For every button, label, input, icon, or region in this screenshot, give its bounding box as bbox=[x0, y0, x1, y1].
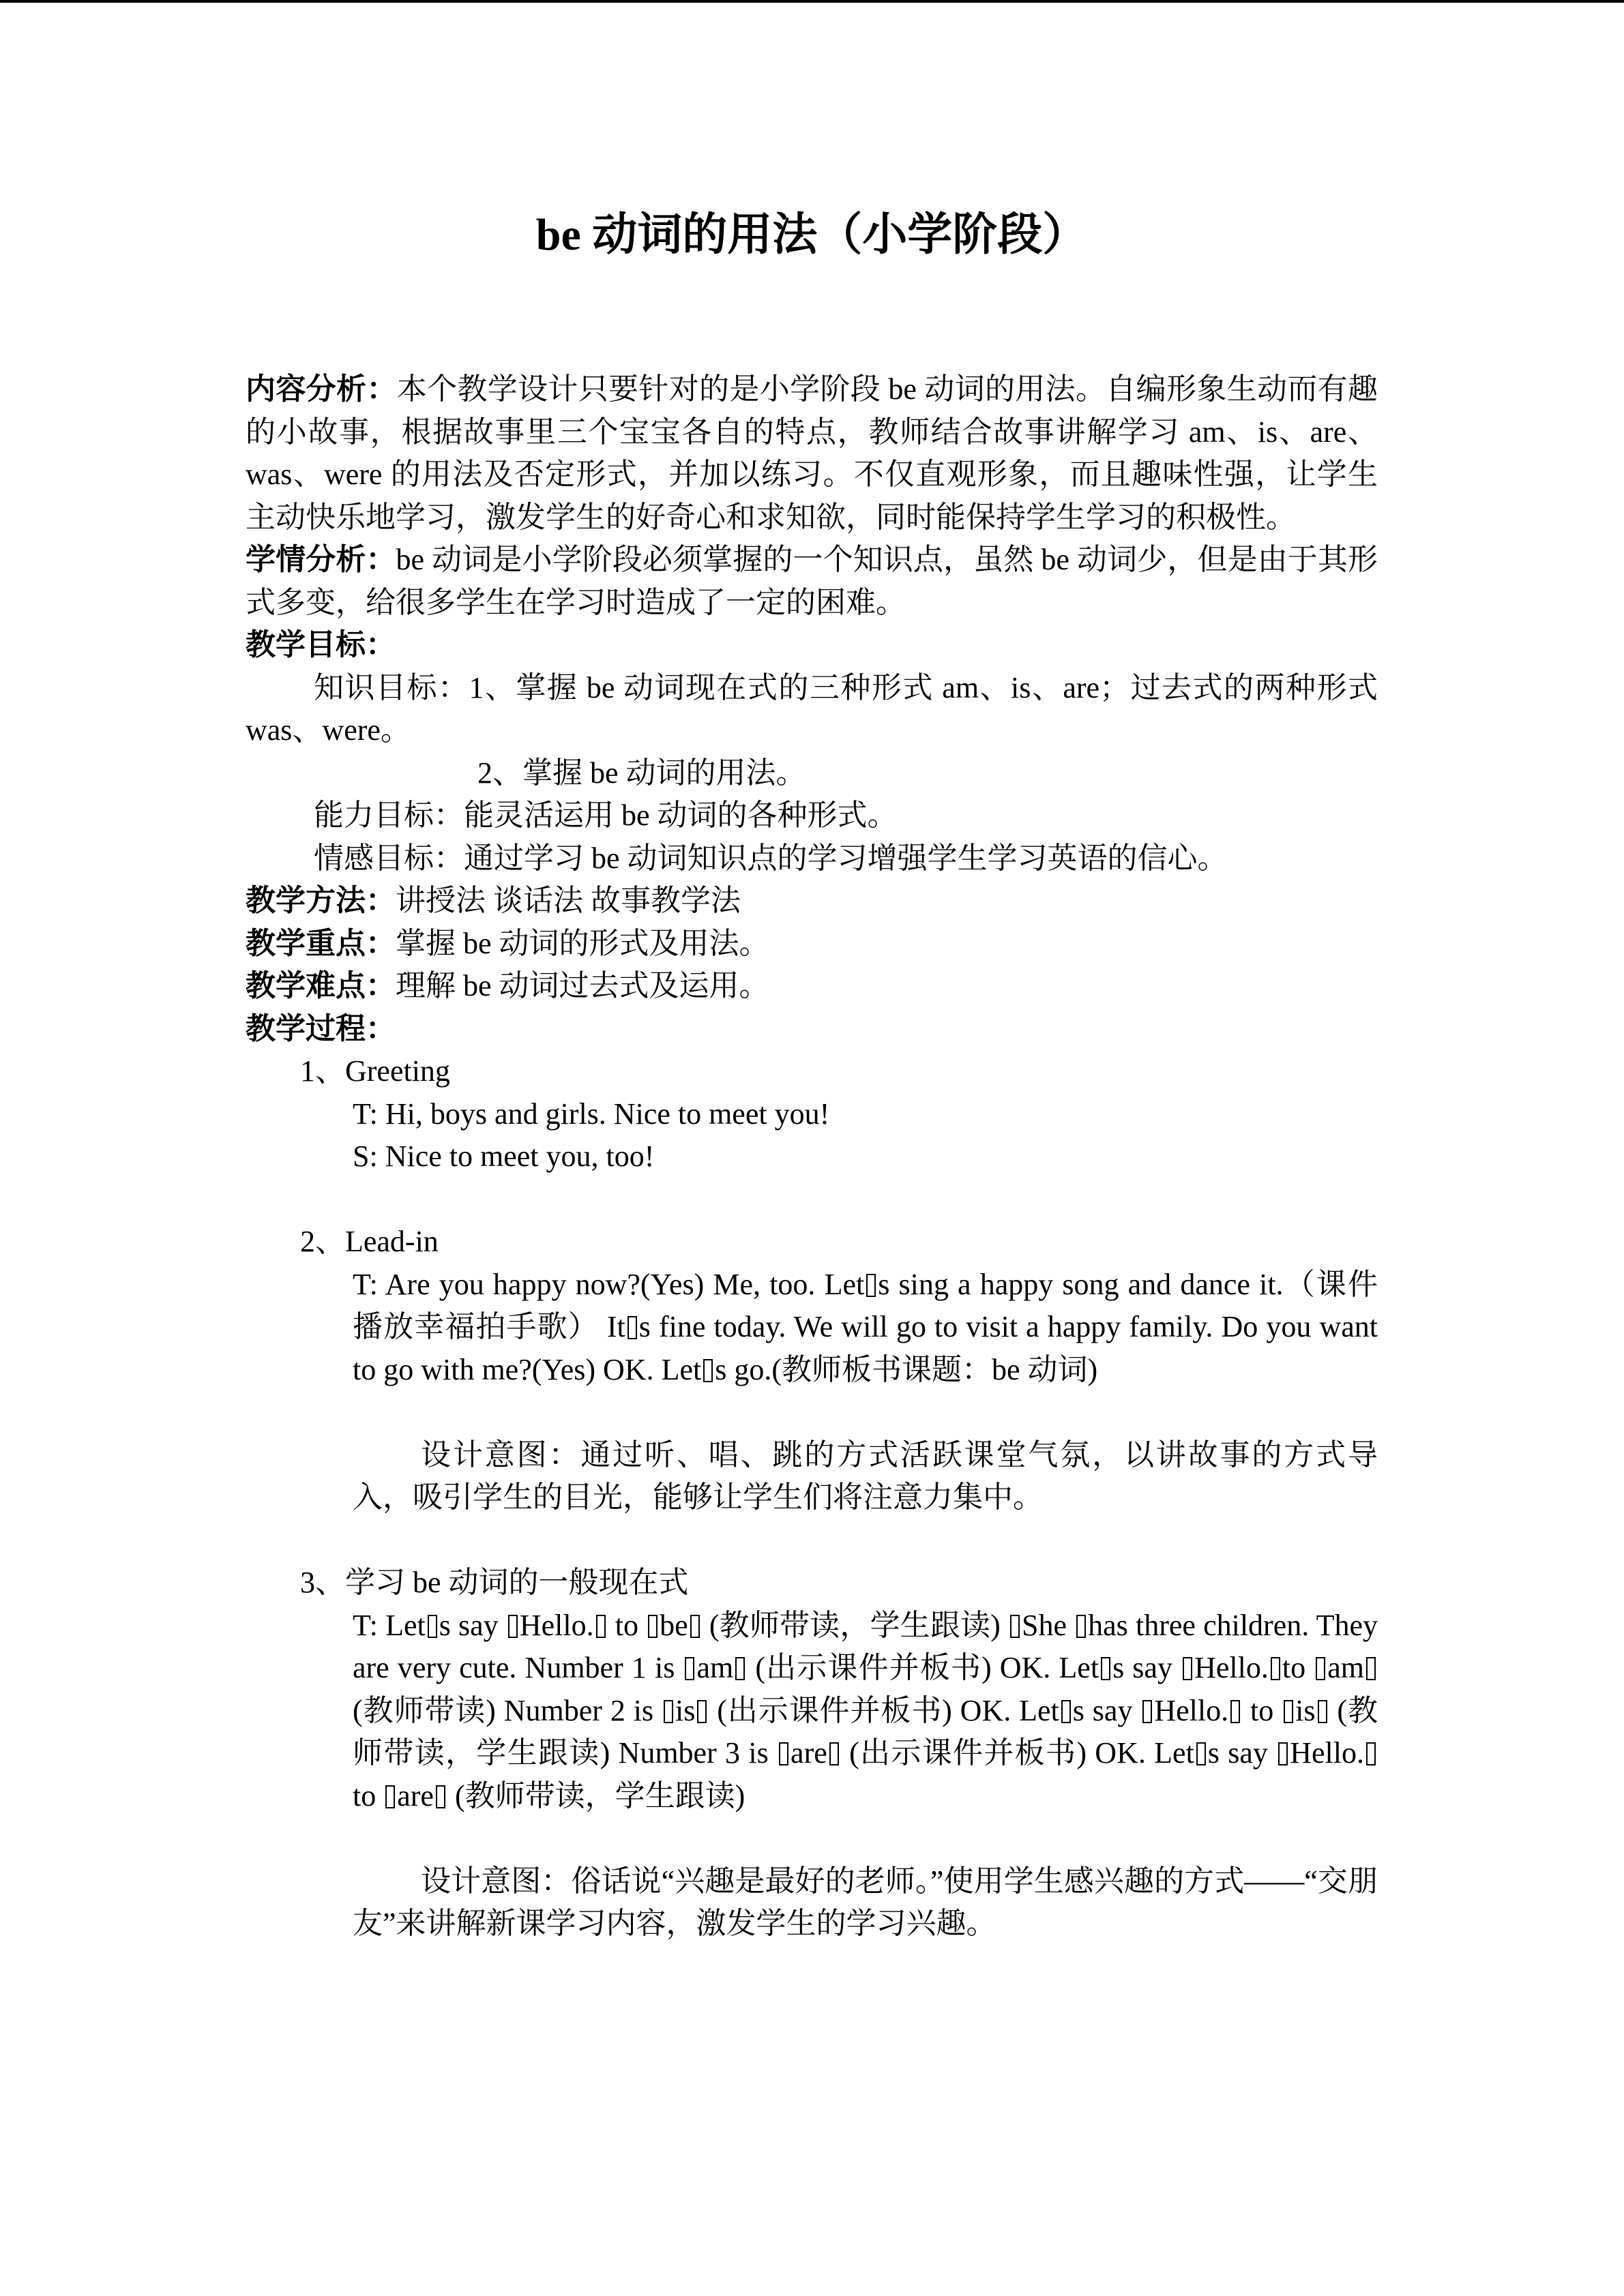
missing-glyph-box bbox=[1278, 1742, 1288, 1765]
document-title: be 动词的用法（小学阶段） bbox=[535, 210, 1088, 260]
spacer bbox=[246, 1178, 1378, 1221]
spacer bbox=[246, 1391, 1378, 1434]
text-run: Hello. bbox=[1290, 1736, 1364, 1770]
text-run: to bbox=[1242, 1693, 1282, 1727]
key-point-line bbox=[246, 923, 1378, 966]
content-analysis-text: 本个教学设计只要针对的是小学阶段 be 动词的用法。自编形象生动而有趣的小故事，根据故事里三个宝宝各自的特点，教师结合故事讲解学习 am、is、are、was、were 的用法及否定形式，并加以练习。不仅直观形象，而且趣味性强，让学生主动快乐地学习，激发学生的好奇心和求知欲，同时能保持学生学习的积极性。 bbox=[246, 372, 1378, 534]
text-run: (教师带读，学生跟读) Number 3 is bbox=[353, 1693, 1378, 1770]
missing-glyph-box bbox=[703, 1359, 713, 1382]
key-point-text: 掌握 be 动词的形式及用法。 bbox=[396, 926, 769, 960]
ability-objective: 能力目标：能灵活运用 be 动词的各种形式。 bbox=[314, 799, 898, 832]
text-run: (教师带读，学生跟读) bbox=[701, 1608, 1008, 1642]
missing-glyph-box bbox=[1366, 1742, 1376, 1765]
text-run: (出示课件并板书) OK. Let bbox=[840, 1736, 1194, 1770]
text-run: Hello. bbox=[519, 1608, 594, 1642]
method-label: 教学方法： bbox=[246, 884, 396, 917]
missing-glyph-box bbox=[1284, 1700, 1293, 1723]
knowledge-objective: 知识目标：1、掌握 be 动词现在式的三种形式 am、is、are；过去式的两种形式 was、were。 bbox=[246, 670, 1378, 747]
missing-glyph-box bbox=[866, 1274, 876, 1297]
missing-glyph-box bbox=[1076, 1615, 1086, 1638]
missing-glyph-box bbox=[1230, 1700, 1240, 1723]
text-run: s go.(教师板书课题：be 动词) bbox=[715, 1352, 1098, 1386]
step3-design-intent: 设计意图：俗话说“兴趣是最好的老师。”使用学生感兴趣的方式——“交朋友”来讲解新课学习内容，激发学生的学习兴趣。 bbox=[353, 1864, 1378, 1940]
missing-glyph-box bbox=[690, 1615, 700, 1638]
text-run: are bbox=[397, 1778, 434, 1813]
missing-glyph-box bbox=[1183, 1657, 1192, 1680]
objectives-label: 教学目标： bbox=[246, 628, 396, 661]
text-run: s say bbox=[1112, 1651, 1181, 1684]
text-run: s say bbox=[1072, 1693, 1141, 1727]
text-run: s fine today. We will go to visit a happy family. Do you want to go with me?(Yes) OK. Let bbox=[353, 1310, 1378, 1386]
missing-glyph-box bbox=[428, 1615, 437, 1638]
text-run: am bbox=[696, 1651, 734, 1684]
missing-glyph-box bbox=[385, 1785, 395, 1808]
missing-glyph-box bbox=[1142, 1700, 1152, 1723]
spacer bbox=[246, 1519, 1378, 1562]
top-border-line bbox=[0, 0, 1624, 3]
missing-glyph-box bbox=[596, 1615, 606, 1638]
step3-dialogue bbox=[246, 1605, 1378, 1818]
text-run: s sing a happy song and dance it.（课件播放幸福拍手歌） It bbox=[353, 1267, 1378, 1343]
text-run: Hello. bbox=[1194, 1651, 1269, 1684]
missing-glyph-box bbox=[508, 1615, 518, 1638]
text-run: Hello. bbox=[1154, 1693, 1229, 1727]
text-run: is bbox=[1295, 1693, 1316, 1727]
content-analysis-paragraph bbox=[246, 368, 1378, 539]
spacer bbox=[246, 1817, 1378, 1860]
text-run: She bbox=[1021, 1608, 1075, 1642]
learner-analysis-text: be 动词是小学阶段必须掌握的一个知识点，虽然 be 动词少，但是由于其形式多变，给很多学生在学习时造成了一定的困难。 bbox=[246, 543, 1378, 619]
missing-glyph-box bbox=[648, 1615, 658, 1638]
missing-glyph-box bbox=[436, 1785, 445, 1808]
text-run: is bbox=[675, 1693, 696, 1727]
difficulty-label: 教学难点： bbox=[246, 969, 396, 1002]
missing-glyph-box bbox=[1318, 1700, 1327, 1723]
missing-glyph-box bbox=[1271, 1657, 1280, 1680]
step2-design-intent: 设计意图：通过听、唱、跳的方式活跃课堂气氛，以讲故事的方式导入，吸引学生的目光，能够让学生们将注意力集中。 bbox=[353, 1437, 1378, 1514]
missing-glyph-box bbox=[628, 1316, 637, 1339]
document-page bbox=[246, 205, 1378, 1945]
missing-glyph-box bbox=[685, 1657, 694, 1680]
text-run: am bbox=[1327, 1651, 1364, 1684]
key-point-label: 教学重点： bbox=[246, 926, 396, 960]
difficulty-text: 理解 be 动词过去式及运用。 bbox=[396, 969, 769, 1002]
learner-analysis-paragraph bbox=[246, 539, 1378, 624]
step2-dialogue bbox=[246, 1264, 1378, 1392]
missing-glyph-box bbox=[829, 1742, 839, 1765]
process-heading bbox=[246, 1008, 1378, 1051]
step1-teacher-line: T: Hi, boys and girls. Nice to meet you! bbox=[353, 1097, 830, 1131]
missing-glyph-box bbox=[1061, 1700, 1071, 1723]
text-run: (教师带读) Number 2 is bbox=[353, 1693, 662, 1727]
difficulty-line bbox=[246, 965, 1378, 1008]
step1-student-line: S: Nice to meet you, too! bbox=[353, 1139, 655, 1173]
method-line bbox=[246, 880, 1378, 923]
process-label: 教学过程： bbox=[246, 1011, 396, 1045]
missing-glyph-box bbox=[1366, 1657, 1376, 1680]
knowledge-objective-2: 2、掌握 be 动词的用法。 bbox=[477, 756, 806, 790]
text-run: T: Let bbox=[353, 1608, 426, 1642]
content-analysis-label: 内容分析： bbox=[246, 372, 397, 406]
missing-glyph-box bbox=[1010, 1615, 1020, 1638]
step1-heading: 1、Greeting bbox=[300, 1054, 450, 1088]
missing-glyph-box bbox=[1101, 1657, 1110, 1680]
missing-glyph-box bbox=[779, 1742, 788, 1765]
text-run: (出示课件并板书) OK. Let bbox=[709, 1693, 1059, 1727]
missing-glyph-box bbox=[735, 1657, 745, 1680]
method-text: 讲授法 谈话法 故事教学法 bbox=[396, 884, 741, 917]
text-run: (出示课件并板书) OK. Let bbox=[747, 1651, 1099, 1684]
text-run: to bbox=[1282, 1651, 1314, 1684]
text-run: to bbox=[607, 1608, 647, 1642]
text-run: (教师带读，学生跟读) bbox=[447, 1778, 745, 1813]
missing-glyph-box bbox=[1196, 1742, 1206, 1765]
step2-heading: 2、Lead-in bbox=[300, 1225, 439, 1258]
text-run: be bbox=[660, 1608, 688, 1642]
missing-glyph-box bbox=[697, 1700, 707, 1723]
objectives-heading bbox=[246, 624, 1378, 667]
text-run: are bbox=[791, 1736, 827, 1770]
emotion-objective: 情感目标：通过学习 be 动词知识点的学习增强学生学习英语的信心。 bbox=[314, 841, 1228, 875]
text-run: to bbox=[353, 1778, 384, 1813]
missing-glyph-box bbox=[664, 1700, 673, 1723]
step3-heading: 3、学习 be 动词的一般现在式 bbox=[300, 1566, 689, 1599]
text-run: s say bbox=[439, 1608, 506, 1642]
text-run: T: Are you happy now?(Yes) Me, too. Let bbox=[353, 1267, 865, 1301]
missing-glyph-box bbox=[1316, 1657, 1325, 1680]
learner-analysis-label: 学情分析： bbox=[246, 543, 396, 576]
text-run: has three children. They are very cute. Number 1 is bbox=[353, 1608, 1378, 1684]
text-run: s say bbox=[1207, 1736, 1277, 1770]
